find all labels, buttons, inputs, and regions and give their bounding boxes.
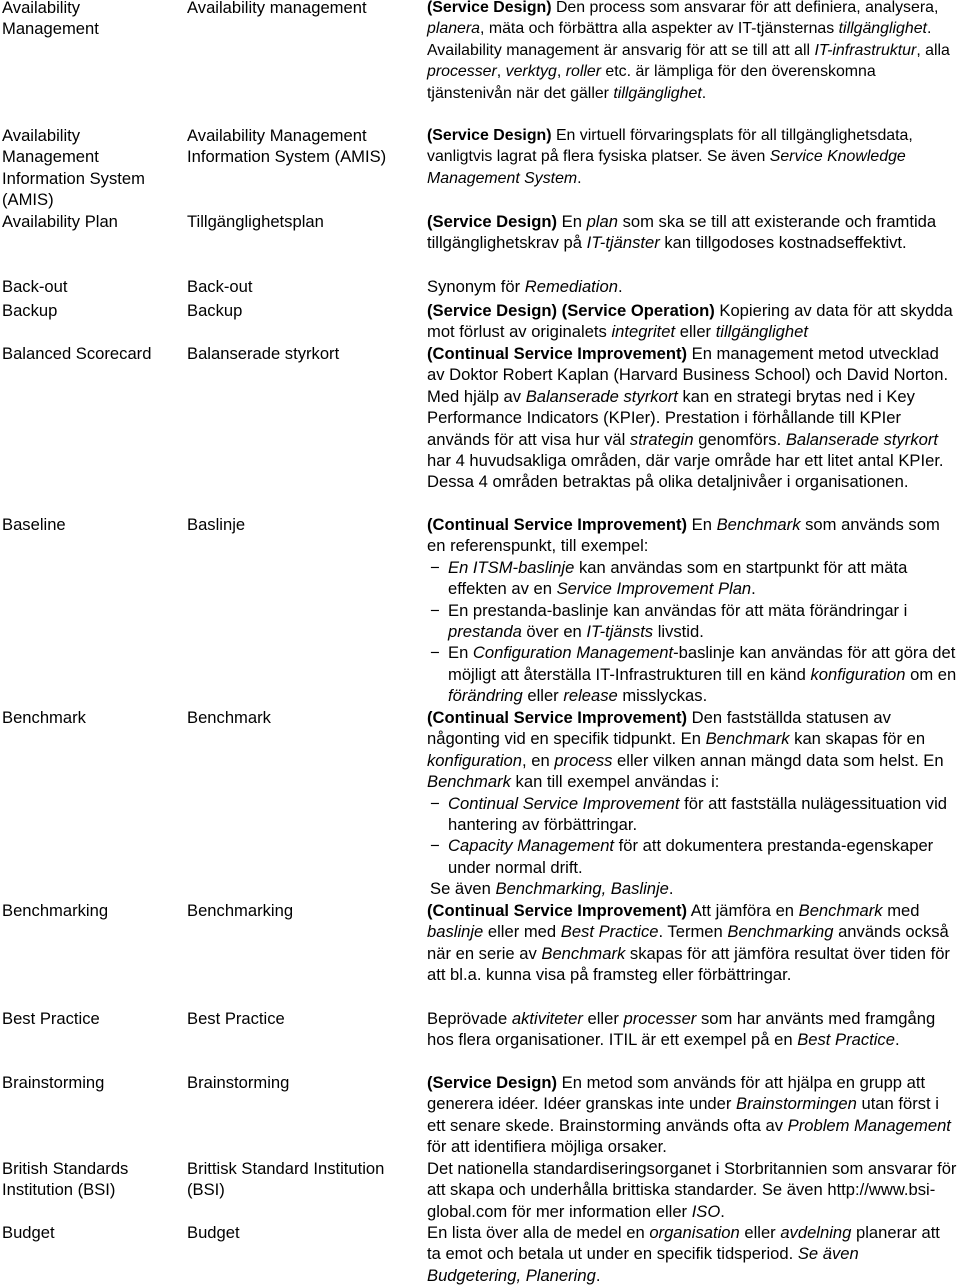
- process-tag: (Continual Service Improvement): [427, 901, 688, 920]
- definition: En lista över alla de medel en organisation eller avdelning planerar att ta emot och betala ut under en specifik tidsperiod. Se även Budgetering, Planering.: [427, 1223, 940, 1285]
- process-tag: (Continual Service Improvement): [427, 344, 688, 363]
- translation: Back-out: [187, 277, 253, 296]
- list-item: − Capacity Management för att dokumentera prestanda-egenskaper under normal drift.: [427, 835, 957, 878]
- term: Availability Management Information System (AMIS): [2, 126, 145, 210]
- bullet-list: [427, 557, 957, 707]
- term: British Standards Institution (BSI): [2, 1159, 129, 1200]
- translation: Availability management: [187, 0, 367, 17]
- list-item: − En Configuration Management-baslinje kan användas för att göra det möjligt att återställa IT-Infrastrukturen till en känd konfiguration om en förändring eller release misslyckas.: [427, 642, 957, 706]
- list-item: − Continual Service Improvement för att fastställa nulägessituation vid hantering av förbättringar.: [427, 793, 957, 836]
- translation: Baslinje: [187, 515, 246, 534]
- definition: (Service Design) En virtuell förvaringsplats för all tillgänglighetsdata, vanligtvis lagrat på flera fysiska platser. Se även Service Knowledge Management System.: [427, 127, 913, 187]
- term: Brainstorming: [2, 1073, 105, 1092]
- translation: Best Practice: [187, 1009, 285, 1028]
- term: Benchmarking: [2, 901, 109, 920]
- term: Baseline: [2, 515, 66, 534]
- term: Backup: [2, 301, 58, 320]
- bullet-list: [427, 793, 957, 879]
- process-tag: (Service Operation): [561, 301, 715, 320]
- process-tag: (Service Design): [427, 301, 558, 320]
- definition: (Service Design) Den process som ansvarar för att definiera, analysera, planera, mäta och förbättra alla aspekter av IT-tjänsternas tillgänglighet. Availability management är ansvarig för att se till att all IT-infrastruktur, alla processer, verktyg, roller etc. är lämpliga för den överenskomna tjänstenivån när det gäller tillgänglighet.: [427, 0, 950, 102]
- see-also: Se även Benchmarking, Baslinje.: [430, 879, 674, 899]
- definition: (Continual Service Improvement) En Benchmark som används som en referenspunkt, till exempel: − En ITSM-baslinje kan användas som en startpunkt för att mäta effekten av en Service Improvement Plan. − En prestanda-baslinje kan användas för att mäta förändringar i prestanda över en IT-tjänsts livstid. − En Configuration Management-baslinje kan användas för att göra det möjligt att återställa IT-Infrastrukturen till en känd konfiguration om en förändring eller release misslyckas.: [427, 514, 957, 707]
- translation: Benchmark: [187, 708, 271, 727]
- term: Budget: [2, 1223, 55, 1242]
- definition: (Service Design) En plan som ska se till att existerande och framtida tillgänglighetskrav på IT-tjänster kan tillgodoses kostnadseffektivt.: [427, 212, 937, 253]
- process-tag: (Continual Service Improvement): [427, 708, 688, 727]
- definition: (Service Design) (Service Operation) Kopiering av data för att skydda mot förlust av originalets integritet eller tillgänglighet: [427, 301, 953, 342]
- definition: (Continual Service Improvement) Den fastställda statusen av någonting vid en specifik tidpunkt. En Benchmark kan skapas för en konfiguration, en process eller vilken annan mängd data som helst. En Benchmark kan till exempel användas i: − Continual Service Improvement för att fastställa nulägessituation vid hantering av förbättringar. − Capacity Management för att dokumentera prestanda-egenskaper under normal drift. Se även Benchmarking, Baslinje.: [427, 707, 957, 900]
- translation: Balanserade styrkort: [187, 344, 340, 363]
- list-item: − En prestanda-baslinje kan användas för att mäta förändringar i prestanda över en IT-tjänsts livstid.: [427, 600, 957, 643]
- translation: Tillgänglighetsplan: [187, 212, 324, 231]
- process-tag: (Service Design): [427, 1073, 558, 1092]
- process-tag: (Service Design): [427, 0, 552, 16]
- term: Benchmark: [2, 708, 86, 727]
- definition: (Continual Service Improvement) En management metod utvecklad av Doktor Robert Kaplan (Harvard Business School) och David Norton. Med hjälp av Balanserade styrkort kan en strategi brytas ned i Key Performance Indicators (KPIer). Prestation i förhållande till KPIer används för att visa hur väl strategin genomförs. Balanserade styrkort har 4 huvudsakliga områden, där varje område har ett litet antal KPIer. Dessa 4 områden betraktas på olika detaljnivåer i organisationen.: [427, 344, 949, 492]
- list-item: − En ITSM-baslinje kan användas som en startpunkt för att mäta effekten av en Service Improvement Plan.: [427, 557, 957, 600]
- definition: (Continual Service Improvement) Att jämföra en Benchmark med baslinje eller med Best Practice. Termen Benchmarking används också när en serie av Benchmark skapas för att jämföra resultat över tiden för att bl.a. kunna visa på framsteg eller förbättringar.: [427, 901, 950, 985]
- definition: Synonym för Remediation.: [427, 277, 623, 296]
- translation: Backup: [187, 301, 243, 320]
- term: Availability Plan: [2, 212, 118, 231]
- definition: Beprövade aktiviteter eller processer som har använts med framgång hos flera organisationer. ITIL är ett exempel på en Best Practice.: [427, 1009, 936, 1050]
- definition: (Service Design) En metod som används för att hjälpa en grupp att generera idéer. Idéer granskas inte under Brainstormingen utan först i ett senare skede. Brainstorming används ofta av Problem Management för att identifiera möjliga orsaker.: [427, 1073, 951, 1157]
- definition: Det nationella standardiseringsorganet i Storbritannien som ansvarar för att skapa och underhålla brittiska standarder. Se även http://www.bsi-global.com för mer information eller ISO.: [427, 1159, 957, 1221]
- process-tag: (Service Design): [427, 212, 558, 231]
- term: Back-out: [2, 277, 68, 296]
- translation: Brainstorming: [187, 1073, 290, 1092]
- term: Availability Management: [2, 0, 99, 39]
- term: Balanced Scorecard: [2, 344, 152, 363]
- term: Best Practice: [2, 1009, 100, 1028]
- translation: Benchmarking: [187, 901, 294, 920]
- translation: Brittisk Standard Institution (BSI): [187, 1159, 385, 1200]
- translation: Budget: [187, 1223, 240, 1242]
- process-tag: (Service Design): [427, 127, 552, 144]
- process-tag: (Continual Service Improvement): [427, 515, 688, 534]
- translation: Availability Management Information System (AMIS): [187, 126, 387, 167]
